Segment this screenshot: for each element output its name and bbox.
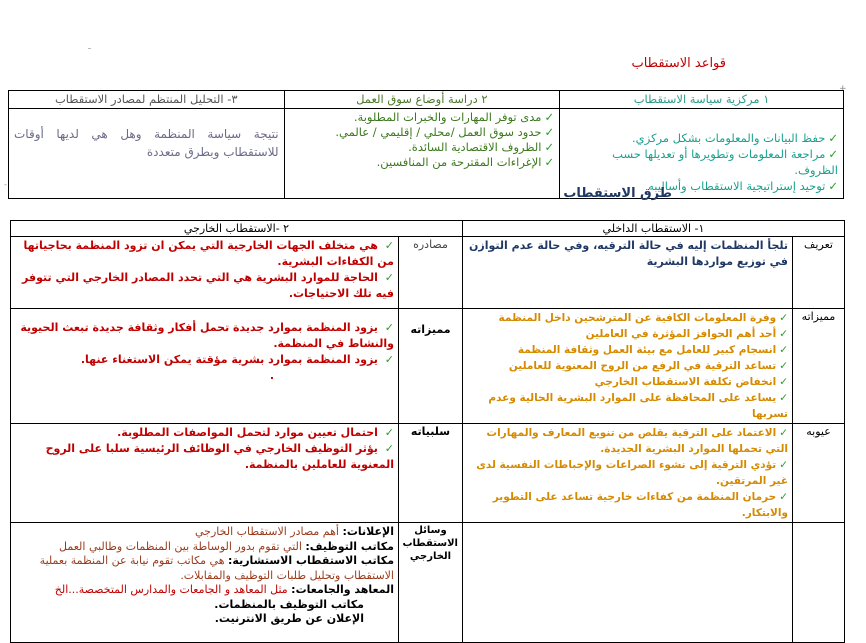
list-item: ✓انسجام كبير للعامل مع بيئة العمل وثقافة المنظمة (517, 344, 788, 356)
check-icon: ✓ (779, 491, 788, 503)
list-item: ✓تساعد الترقية في الرفع من الروح المعنوية للعاملين (508, 360, 788, 372)
rules-header-analysis: ٣- التحليل المنتظم لمصادر الاستقطاب (9, 91, 285, 109)
decorative-mark (88, 48, 91, 49)
list-item: ✓ احتمال تعيين موارد لتحمل المواصفات المطلوبة. (117, 426, 394, 439)
rules-cell-market-study (284, 109, 560, 199)
list-item: ✓ الحاجة للموارد البشرية هي التي تحدد المصادر الخارجي التي تتوفر فيه تلك الاحتياجات. (22, 271, 394, 300)
check-icon: ✓ (384, 271, 394, 284)
means-ads: الإعلانات: أهم مصادر الاستقطاب الخارجي (194, 525, 394, 538)
check-icon: ✓ (779, 376, 788, 388)
check-icon: ✓ (779, 427, 788, 439)
methods-table (10, 220, 845, 643)
external-advantages (11, 309, 399, 424)
row-label-advantages: مميزاته (793, 309, 845, 424)
list-item: ✓ يؤثر التوظيف الخارجي في الوظائف الرئيسية سلبا على الروح المعنوية للعاملين بالمنظمة. (45, 442, 394, 471)
rules-header-row (9, 91, 844, 109)
list-item: ✓حدود سوق العمل /محلي / إقليمي / عالمي. (335, 125, 555, 139)
table-row (11, 309, 845, 424)
list-item: ✓مراجعة المعلومات وتطويرها أو تعديلها حسب الظروف. (612, 147, 838, 177)
rules-cell-analysis: نتيجة سياسة المنظمة وهل هي لديها أوقات للاستقطاب وبطرق متعددة (9, 109, 285, 199)
margin-mark: + (839, 84, 847, 94)
list-item: ✓حرمان المنظمة من كفاءات خارجية تساعد على التطوير والابتكار. (492, 491, 788, 519)
check-icon: ✓ (779, 344, 788, 356)
check-icon: ✓ (828, 131, 838, 145)
check-icon: ✓ (384, 353, 394, 366)
section-title: طرق الاستقطاب (563, 186, 672, 201)
list-item: ✓انخفاض تكلفة الاستقطاب الخارجي (594, 376, 788, 388)
rules-body-row (9, 109, 844, 199)
table-row (11, 523, 845, 643)
list-item: ✓أحد أهم الحوافز المؤثرة في العاملين (585, 328, 788, 340)
check-icon: ✓ (779, 459, 788, 471)
list-item: ✓يساعد على المحافظة على الموارد البشرية الحالية وعدم تسربها (488, 392, 788, 420)
external-means (11, 523, 399, 643)
header-internal: ١- الاستقطاب الداخلي (463, 221, 845, 237)
check-icon: ✓ (779, 392, 788, 404)
check-icon: ✓ (384, 321, 394, 334)
check-icon: ✓ (828, 147, 838, 161)
check-icon: ✓ (779, 312, 788, 324)
table-row (11, 424, 845, 523)
row-label-ext-disadvantages: سلبياته (399, 424, 463, 523)
table-row (11, 237, 845, 309)
means-internet: الإعلان عن طريق الانترنيت. (214, 612, 364, 625)
rules-header-market-study: ٢ دراسة أوضاع سوق العمل (284, 91, 560, 109)
list-item: ✓مدى توفر المهارات والخبرات المطلوبة. (353, 110, 555, 124)
check-icon: ✓ (544, 155, 555, 169)
header-external: ٢ -الاستقطاب الخارجي (11, 221, 463, 237)
means-consulting: مكاتب الاستقطاب الاستشارية: هي مكاتب تقوم نيابة عن المنظمة بعملية الاستقطاب وتحليل طلبات التوظيف والمقابلات. (39, 554, 394, 582)
means-offices: مكاتب التوظيف: التي تقوم بدور الوساطة بين المنظمات وطالبي العمل (59, 539, 394, 553)
row-label-definition: تعريف (793, 237, 845, 309)
means-institutes: المعاهد والجامعات: مثل المعاهد و الجامعات والمدارس المتخصصة...الخ (54, 583, 394, 596)
means-org-offices: مكاتب التوظيف بالمنظمات. (214, 597, 364, 611)
check-icon: ✓ (384, 426, 394, 439)
page-title: قواعد الاستقطاب (631, 56, 726, 71)
check-icon: ✓ (779, 360, 788, 372)
list-item: ✓تؤدي الترقية إلى نشوء الصراعات والإحباطات النفسية لدى غير المرتقين. (476, 459, 788, 487)
list-item: ✓ يزود المنظمة بموارد بشرية مؤقتة يمكن الاستغناء عنها. (80, 353, 394, 366)
internal-definition-text: تلجأ المنظمات إليه في حالة الترقيه، وفي حالة عدم التوازن في توزيع مواردها البشرية (469, 239, 788, 268)
list-item: . (269, 369, 274, 382)
rules-cell-centralization (560, 109, 844, 199)
check-icon: ✓ (828, 179, 838, 193)
list-item: ✓حفظ البيانات والمعلومات بشكل مركزي. (632, 131, 838, 145)
list-item: ✓الإغراءات المقترحة من المنافسين. (376, 155, 555, 169)
empty-cell (793, 523, 845, 643)
internal-definition (463, 237, 793, 309)
check-icon: ✓ (384, 442, 394, 455)
empty-cell (463, 523, 793, 643)
row-label-disadvantages: عيوبه (793, 424, 845, 523)
list-item: ✓ يزود المنظمة بموارد جديدة تحمل أفكار وثقافة جديدة تبعث الحيوية والنشاط في المنظمة. (20, 321, 394, 350)
row-label-ext-advantages: مميزاته (399, 309, 463, 424)
check-icon: ✓ (544, 140, 555, 154)
internal-disadvantages (463, 424, 793, 523)
list-item: ✓وفرة المعلومات الكافية عن المترشحين داخل المنظمة (498, 312, 788, 324)
list-item: ✓ هي متخلف الجهات الخارجية التي يمكن ان تزود المنظمة بحاجياتها من الكفاءات البشرية. (23, 239, 394, 268)
list-item: ✓توحيد إستراتيجية الاستقطاب وأساليبه (648, 179, 838, 193)
row-label-sources: مصادره (399, 237, 463, 309)
margin-mark: ˗ (4, 180, 7, 190)
row-label-ext-means: وسائل الاستقطاب الخارجي (399, 523, 463, 643)
check-icon: ✓ (544, 125, 555, 139)
list-item: ✓الظروف الاقتصادية السائدة. (408, 140, 555, 154)
rules-table (8, 90, 844, 199)
external-disadvantages (11, 424, 399, 523)
external-sources (11, 237, 399, 309)
check-icon: ✓ (779, 328, 788, 340)
rules-header-centralization: ١ مركزية سياسة الاستقطاب (560, 91, 844, 109)
check-icon: ✓ (384, 239, 394, 252)
methods-header-row (11, 221, 845, 237)
check-icon: ✓ (544, 110, 555, 124)
list-item: ✓الاعتماد على الترقية يقلص من تنويع المعارف والمهارات التي تحملها الموارد البشرية الجديدة. (486, 427, 788, 455)
internal-advantages (463, 309, 793, 424)
